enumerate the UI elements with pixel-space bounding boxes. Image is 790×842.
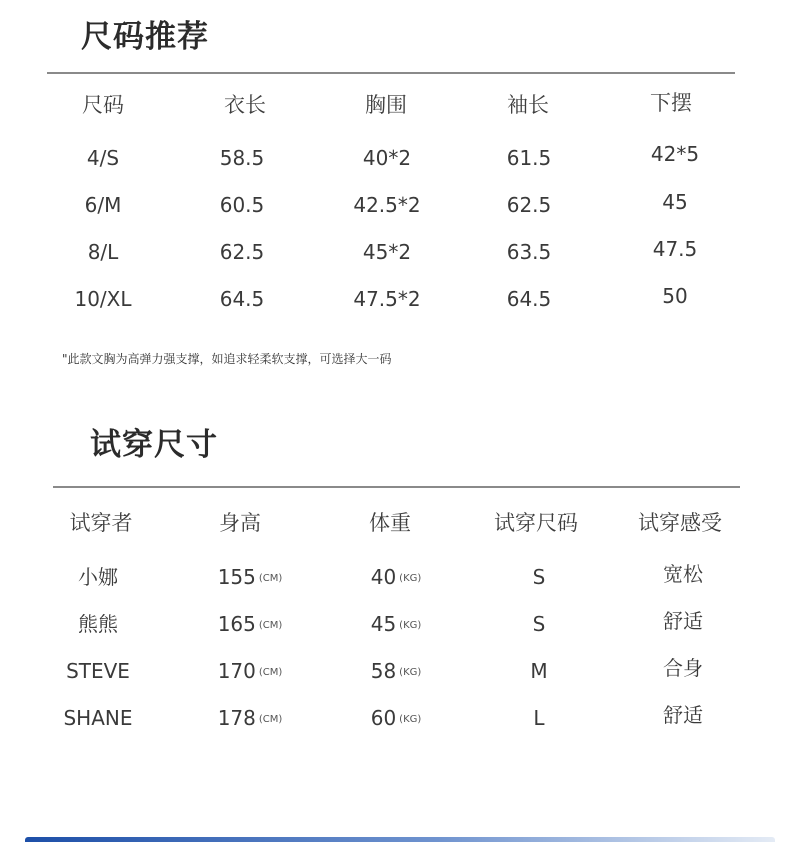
tester-feel: 合身 <box>663 656 703 680</box>
height-unit: (CM) <box>258 714 283 725</box>
tester-height <box>180 567 320 587</box>
table-cell: 64.5 <box>506 287 552 311</box>
tester-height <box>180 614 320 634</box>
try-on-title: 试穿尺寸 <box>90 427 218 463</box>
tester-height <box>180 661 320 681</box>
tester-size: M <box>530 659 548 683</box>
try-on-divider <box>53 486 740 488</box>
size-recommendation-title: 尺码推荐 <box>81 19 209 55</box>
tester-feel: 舒适 <box>663 703 703 727</box>
try-on-header-tester: 试穿者 <box>69 511 133 535</box>
height-unit: (CM) <box>258 620 283 631</box>
table-cell: 45 <box>662 190 688 214</box>
weight-value: 45 <box>370 612 397 636</box>
try-on-header-feel: 试穿感受 <box>638 511 722 535</box>
table-cell: 45*2 <box>362 240 412 264</box>
size-header-hem: 下摆 <box>650 91 692 115</box>
table-cell: 47.5*2 <box>353 287 421 311</box>
height-unit: (CM) <box>258 573 283 584</box>
table-cell: 42.5*2 <box>353 193 421 217</box>
weight-unit: (KG) <box>399 714 422 725</box>
table-cell: 62.5 <box>219 240 265 264</box>
tester-weight <box>326 567 466 587</box>
tester-feel: 宽松 <box>663 562 703 586</box>
try-on-header-weight: 体重 <box>369 511 411 535</box>
tester-weight <box>326 614 466 634</box>
table-cell: 47.5 <box>652 237 698 261</box>
tester-size: S <box>532 612 546 636</box>
weight-unit: (KG) <box>399 573 422 584</box>
height-value: 155 <box>217 565 256 589</box>
size-header-sleeve: 袖长 <box>507 93 549 117</box>
table-cell: 61.5 <box>506 146 552 170</box>
table-cell: 58.5 <box>219 146 265 170</box>
size-header-bust: 胸围 <box>365 93 407 117</box>
tester-feel: 舒适 <box>663 609 703 633</box>
height-value: 178 <box>217 706 256 730</box>
weight-value: 60 <box>370 706 397 730</box>
tester-name: STEVE <box>66 659 130 683</box>
table-cell: 6/M <box>84 193 122 217</box>
try-on-header-height: 身高 <box>219 511 261 535</box>
height-unit: (CM) <box>258 667 283 678</box>
tester-name: 熊熊 <box>78 612 118 636</box>
tester-height <box>180 708 320 728</box>
table-cell: 42*5 <box>650 142 700 166</box>
tester-size: S <box>532 565 546 589</box>
size-header-length: 衣长 <box>224 93 266 117</box>
tester-weight <box>326 708 466 728</box>
table-cell: 60.5 <box>219 193 265 217</box>
table-cell: 8/L <box>87 240 119 264</box>
table-cell: 10/XL <box>74 287 132 311</box>
weight-unit: (KG) <box>399 667 422 678</box>
table-cell: 63.5 <box>506 240 552 264</box>
weight-value: 58 <box>370 659 397 683</box>
tester-name: SHANE <box>63 706 133 730</box>
table-cell: 64.5 <box>219 287 265 311</box>
tester-name: 小娜 <box>78 565 118 589</box>
tester-size: L <box>533 706 545 730</box>
table-cell: 4/S <box>86 146 120 170</box>
table-cell: 40*2 <box>362 146 412 170</box>
table-cell: 62.5 <box>506 193 552 217</box>
bottom-accent-bar <box>25 837 775 842</box>
weight-unit: (KG) <box>399 620 422 631</box>
size-header-size: 尺码 <box>82 93 124 117</box>
height-value: 170 <box>217 659 256 683</box>
try-on-header-size: 试穿尺码 <box>494 511 578 535</box>
tester-weight <box>326 661 466 681</box>
height-value: 165 <box>217 612 256 636</box>
weight-value: 40 <box>370 565 397 589</box>
table-cell: 50 <box>662 284 688 308</box>
size-note: "此款文胸为高弹力强支撑，如追求轻柔软支撑，可选择大一码 <box>62 352 392 366</box>
size-recommendation-divider <box>47 72 735 74</box>
